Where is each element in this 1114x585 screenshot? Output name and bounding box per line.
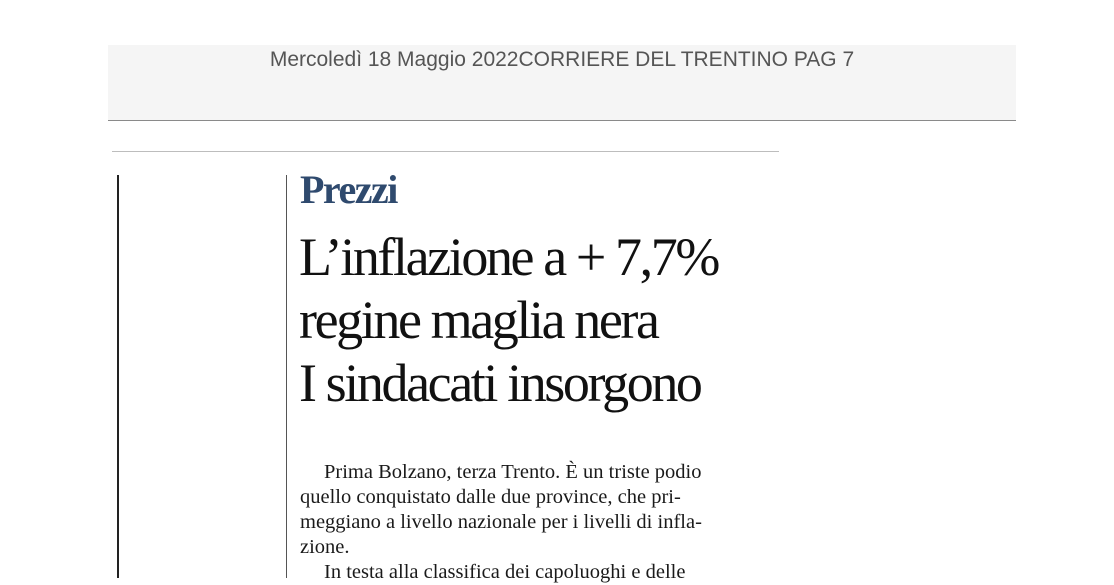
body-line-1: Prima Bolzano, terza Trento. È un triste podio [324, 461, 702, 483]
body-line-3: meggiano a livello nazionale per i livelli di infla- [300, 511, 702, 533]
headline-line-1: L’inflazione a + 7,7% [299, 227, 718, 287]
article-top-divider [112, 151, 779, 152]
article-headline [299, 226, 789, 415]
headline-line-3: I sindacati insorgono [299, 353, 701, 413]
body-line-2: quello conquistato dalle due province, che pri- [300, 486, 681, 508]
page-header-band [108, 45, 1016, 121]
body-line-5: In testa alla classifica dei capoluoghi e delle [324, 561, 686, 583]
column-rule-middle [286, 175, 287, 578]
headline-line-2: regine maglia nera [299, 290, 658, 350]
article-kicker: Prezzi [300, 167, 397, 212]
column-rule-left [117, 175, 119, 578]
header-date-source: Mercoledì 18 Maggio 2022CORRIERE DEL TRENTINO PAG 7 [269, 48, 855, 71]
body-line-4: zione. [300, 536, 350, 558]
article-body [300, 460, 778, 585]
